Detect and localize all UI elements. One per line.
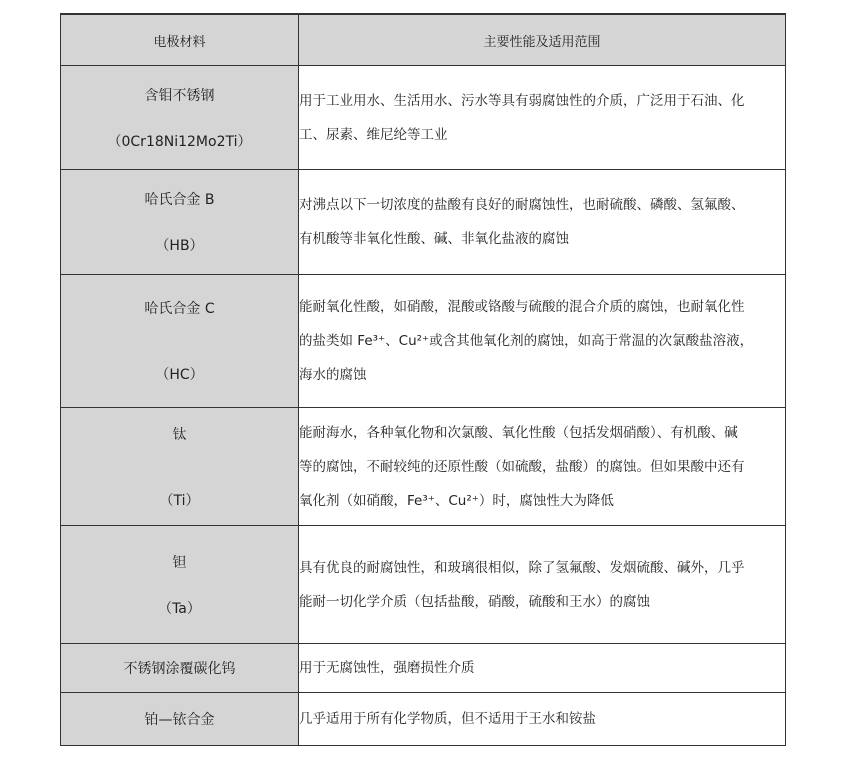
usage-line: 用于工业用水、生活用水、污水等具有弱腐蚀性的介质，广泛用于石油、化 [299, 92, 745, 109]
table-header-row [61, 14, 786, 66]
usage-cell [299, 693, 786, 746]
usage-line: 几乎适用于所有化学物质，但不适用于王水和铵盐 [299, 711, 596, 727]
usage-line: 能耐一切化学介质（包括盐酸，硝酸，硫酸和王水）的腐蚀 [299, 593, 650, 610]
material-code: （0Cr18Ni12Mo2Ti） [107, 133, 252, 150]
header-usage: 主要性能及适用范围 [299, 14, 786, 66]
material-code: （Ti） [159, 492, 200, 509]
table-row [61, 275, 786, 408]
material-code: （HB） [155, 238, 204, 254]
material-name: 哈氏合金 C [144, 301, 215, 317]
usage-line: 有机酸等非氧化性酸、碱、非氧化盐液的腐蚀 [299, 231, 569, 247]
usage-line: 用于无腐蚀性，强磨损性介质 [299, 660, 475, 676]
usage-line: 具有优良的耐腐蚀性，和玻璃很相似，除了氢氟酸、发烟硫酸、碱外，几乎 [299, 559, 745, 576]
material-name: 钽 [172, 554, 187, 571]
table-row [61, 526, 786, 644]
usage-line: 能耐氧化性酸，如硝酸，混酸或铬酸与硫酸的混合介质的腐蚀，也耐氧化性 [299, 299, 745, 315]
material-cell [61, 275, 299, 408]
material-name: 不锈钢涂覆碳化钨 [123, 661, 236, 677]
table-row [61, 66, 786, 170]
usage-cell [299, 526, 786, 644]
material-name: 含钼不锈钢 [144, 87, 215, 104]
material-cell [61, 66, 299, 170]
usage-cell [299, 644, 786, 693]
material-name: 哈氏合金 B [144, 192, 215, 208]
material-cell [61, 644, 299, 693]
usage-cell [299, 170, 786, 275]
material-cell [61, 526, 299, 644]
table-row [61, 408, 786, 526]
usage-line: 能耐海水，各种氧化物和次氯酸、氧化性酸（包括发烟硝酸）、有机酸、碱 [299, 424, 738, 441]
header-material: 电极材料 [61, 14, 299, 66]
material-cell [61, 408, 299, 526]
material-name: 钛 [172, 426, 187, 443]
electrode-materials-table [60, 13, 786, 746]
usage-cell [299, 408, 786, 526]
usage-line: 等的腐蚀，不耐较纯的还原性酸（如硫酸，盐酸）的腐蚀。但如果酸中还有 [299, 458, 745, 475]
material-cell [61, 693, 299, 746]
material-name: 铂—铱合金 [144, 712, 215, 728]
usage-line: 对沸点以下一切浓度的盐酸有良好的耐腐蚀性，也耐硫酸、磷酸、氢氟酸、 [299, 197, 745, 213]
material-code: （Ta） [158, 600, 201, 617]
material-code: （HC） [155, 367, 204, 383]
usage-cell [299, 275, 786, 408]
usage-line: 工、尿素、维尼纶等工业 [299, 126, 448, 143]
table-row [61, 693, 786, 746]
table-row [61, 644, 786, 693]
usage-line: 海水的腐蚀 [299, 367, 367, 383]
table-row [61, 170, 786, 275]
usage-line: 的盐类如 Fe³⁺、Cu²⁺或含其他氧化剂的腐蚀，如高于常温的次氯酸盐溶液， [299, 333, 754, 349]
material-cell [61, 170, 299, 275]
usage-cell [299, 66, 786, 170]
usage-line: 氧化剂（如硝酸，Fe³⁺、Cu²⁺）时，腐蚀性大为降低 [299, 492, 614, 509]
